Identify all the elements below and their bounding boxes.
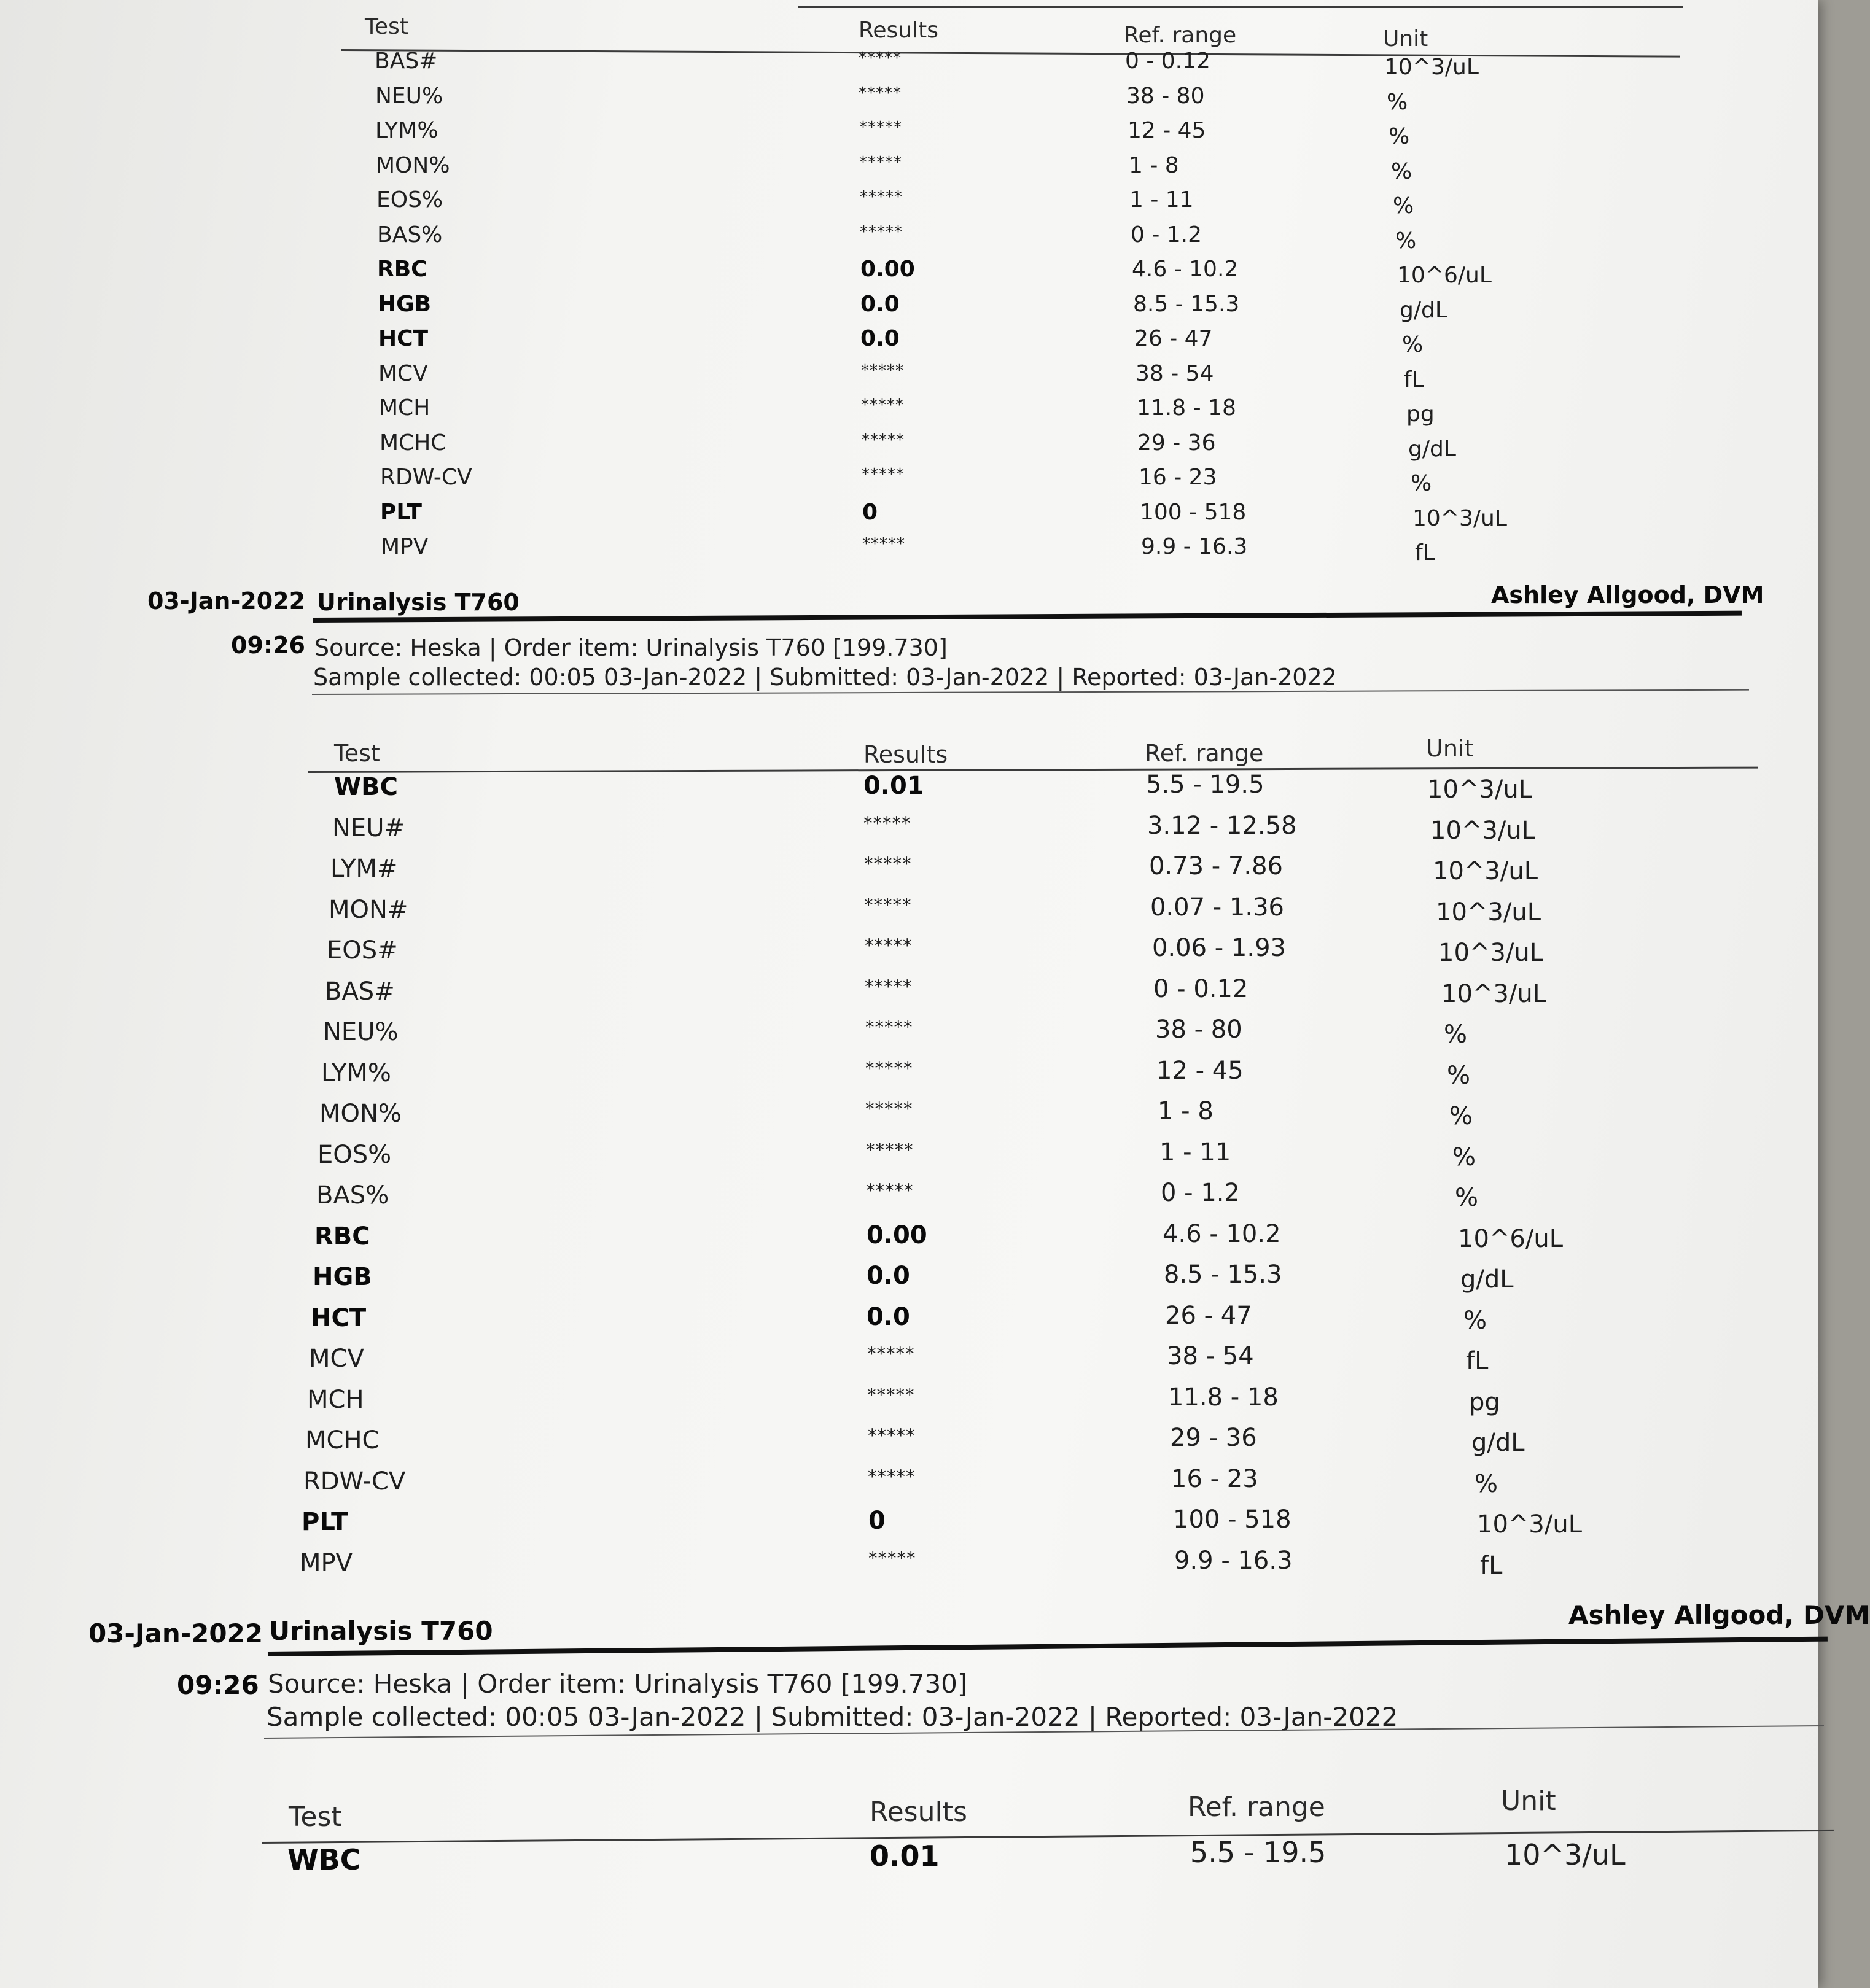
ref-range: 9.9 - 16.3 (1141, 534, 1248, 559)
test-name: HCT (378, 326, 429, 351)
result-value: ***** (865, 935, 913, 956)
unit: fL (1415, 540, 1435, 565)
test-name: NEU% (375, 83, 443, 109)
entry-title: Urinalysis T760 (317, 589, 520, 616)
test-name: MPV (300, 1549, 353, 1577)
ref-range: 0 - 0.12 (1125, 49, 1210, 74)
test-name: BAS# (325, 977, 395, 1006)
test-name: MCV (309, 1345, 364, 1373)
col-header-ref: Ref. range (1145, 740, 1264, 767)
result-value: 0 (868, 1507, 886, 1535)
result-value: 0.0 (860, 292, 900, 317)
col-header-test: Test (289, 1801, 342, 1833)
unit: 10^3/uL (1441, 980, 1546, 1008)
unit: 10^3/uL (1436, 898, 1541, 926)
doctor-name: Ashley Allgood, DVM (1568, 1600, 1870, 1630)
unit: 10^3/uL (1430, 817, 1535, 845)
unit: 10^3/uL (1427, 775, 1532, 804)
result-value: 0.00 (867, 1221, 927, 1249)
entry-sample: Sample collected: 00:05 03-Jan-2022 | Submitted: 03-Jan-2022 | Reported: 03-Jan-2022 (313, 664, 1337, 691)
entry-rule (313, 611, 1742, 623)
unit: % (1389, 124, 1410, 149)
test-name: MCH (307, 1386, 364, 1414)
unit: % (1391, 159, 1412, 184)
test-name: EOS% (376, 187, 443, 212)
ref-range: 11.8 - 18 (1137, 395, 1236, 421)
test-name: MON% (376, 153, 450, 178)
result-value: ***** (864, 853, 912, 874)
ref-range: 0.06 - 1.93 (1152, 934, 1286, 962)
test-name: PLT (302, 1508, 348, 1536)
result-value: ***** (863, 813, 911, 834)
result-value: 0 (862, 500, 878, 525)
doctor-name: Ashley Allgood, DVM (1491, 581, 1764, 608)
ref-range: 29 - 36 (1137, 430, 1216, 456)
top-page-rule (798, 6, 1683, 8)
result-value: ***** (862, 431, 905, 449)
result-value: ***** (867, 1384, 915, 1405)
result-value: ***** (865, 976, 913, 997)
header-rule (308, 767, 1758, 773)
entry-rule (268, 1637, 1828, 1656)
unit: % (1455, 1184, 1479, 1212)
test-name: RBC (314, 1222, 370, 1251)
unit: % (1475, 1470, 1498, 1498)
unit: % (1444, 1020, 1468, 1049)
test-name: MCHC (305, 1426, 380, 1454)
unit: 10^3/uL (1433, 857, 1538, 885)
result-value: ***** (866, 1180, 914, 1201)
test-name: MCV (378, 361, 428, 386)
ref-range: 38 - 80 (1126, 83, 1205, 109)
unit: fL (1480, 1551, 1503, 1580)
col-header-ref: Ref. range (1188, 1792, 1325, 1823)
ref-range: 100 - 518 (1173, 1505, 1291, 1534)
unit: % (1402, 332, 1424, 357)
unit: g/dL (1471, 1429, 1525, 1457)
result-value: ***** (864, 895, 912, 915)
ref-range: 0.73 - 7.86 (1149, 852, 1283, 880)
result-value: ***** (859, 49, 902, 68)
result-value: ***** (868, 1425, 916, 1446)
col-header-results: Results (859, 18, 938, 43)
ref-range: 16 - 23 (1171, 1465, 1258, 1493)
unit: 10^3/uL (1505, 1838, 1626, 1871)
ref-range: 26 - 47 (1165, 1302, 1252, 1330)
unit: 10^3/uL (1438, 939, 1543, 967)
result-value: ***** (859, 118, 902, 137)
col-header-ref: Ref. range (1124, 23, 1237, 48)
unit: g/dL (1400, 298, 1447, 323)
col-header-unit: Unit (1501, 1785, 1556, 1817)
unit: 10^3/uL (1412, 506, 1507, 531)
ref-range: 26 - 47 (1134, 326, 1213, 351)
result-value: ***** (862, 535, 905, 553)
unit: % (1393, 193, 1414, 219)
test-name: EOS% (318, 1141, 392, 1169)
ref-range: 38 - 54 (1136, 361, 1214, 386)
ref-range: 5.5 - 19.5 (1190, 1836, 1327, 1869)
test-name: NEU% (323, 1018, 399, 1046)
unit: % (1395, 228, 1417, 254)
entry-date: 03-Jan-2022 (88, 1618, 263, 1648)
result-value: ***** (865, 1017, 913, 1038)
ref-range: 1 - 11 (1159, 1138, 1231, 1167)
test-name: PLT (380, 500, 422, 525)
unit: g/dL (1408, 437, 1456, 462)
ref-range: 5.5 - 19.5 (1146, 771, 1264, 799)
result-value: ***** (861, 396, 904, 414)
unit: 10^6/uL (1458, 1225, 1563, 1253)
test-name: WBC (287, 1843, 361, 1876)
unit: pg (1406, 402, 1435, 427)
result-value: 0.0 (867, 1262, 910, 1290)
test-name: LYM% (321, 1059, 391, 1087)
unit: fL (1404, 367, 1424, 392)
entry-title: Urinalysis T760 (269, 1616, 493, 1646)
ref-range: 1 - 8 (1158, 1097, 1214, 1125)
unit: % (1387, 90, 1408, 115)
ref-range: 1 - 8 (1129, 153, 1179, 178)
test-name: MON# (329, 896, 408, 924)
result-value: 0.01 (870, 1839, 940, 1873)
ref-range: 0 - 1.2 (1161, 1179, 1240, 1207)
test-name: LYM% (375, 118, 438, 143)
ref-range: 16 - 23 (1139, 465, 1217, 490)
entry-time: 09:26 (231, 632, 305, 659)
test-name: RBC (377, 257, 427, 282)
unit: pg (1469, 1388, 1500, 1416)
col-header-results: Results (863, 741, 948, 768)
ref-range: 1 - 11 (1129, 187, 1194, 212)
test-name: HGB (313, 1263, 372, 1291)
ref-range: 29 - 36 (1170, 1424, 1257, 1452)
test-name: MPV (381, 534, 429, 559)
entry-sample: Sample collected: 00:05 03-Jan-2022 | Submitted: 03-Jan-2022 | Reported: 03-Jan-2022 (267, 1702, 1398, 1732)
ref-range: 38 - 54 (1167, 1342, 1254, 1370)
ref-range: 100 - 518 (1140, 500, 1247, 525)
result-value: 0.0 (860, 326, 900, 351)
test-name: MCH (379, 395, 430, 421)
ref-range: 12 - 45 (1128, 118, 1206, 143)
unit: % (1447, 1062, 1471, 1090)
result-value: ***** (859, 153, 902, 172)
result-value: 0.00 (860, 257, 915, 282)
unit: % (1449, 1102, 1473, 1130)
unit: % (1452, 1143, 1476, 1171)
ref-range: 4.6 - 10.2 (1132, 257, 1239, 282)
ref-range: 11.8 - 18 (1168, 1383, 1279, 1411)
test-name: WBC (334, 773, 398, 801)
ref-range: 0 - 0.12 (1153, 975, 1249, 1003)
test-name: LYM# (330, 855, 398, 883)
ref-range: 0 - 1.2 (1131, 222, 1202, 247)
ref-range: 8.5 - 15.3 (1133, 292, 1240, 317)
result-value: ***** (868, 1466, 916, 1487)
unit: fL (1466, 1347, 1489, 1375)
test-name: BAS% (377, 222, 443, 247)
unit: 10^3/uL (1384, 55, 1479, 80)
entry-source: Source: Heska | Order item: Urinalysis T760 [199.730] (314, 634, 948, 661)
test-name: EOS# (327, 936, 398, 965)
col-header-unit: Unit (1426, 735, 1474, 762)
result-value: ***** (861, 362, 904, 380)
entry-time: 09:26 (177, 1670, 259, 1700)
test-name: NEU# (332, 814, 405, 842)
col-header-results: Results (870, 1796, 967, 1828)
result-value: ***** (867, 1343, 915, 1364)
test-name: BAS# (375, 49, 438, 74)
ref-range: 3.12 - 12.58 (1147, 812, 1297, 840)
ref-range: 38 - 80 (1155, 1015, 1242, 1044)
test-name: HCT (311, 1304, 367, 1332)
ref-range: 8.5 - 15.3 (1164, 1260, 1282, 1289)
col-header-test: Test (365, 14, 408, 39)
unit: % (1463, 1307, 1487, 1335)
col-header-unit: Unit (1383, 26, 1428, 52)
result-value: 0.0 (867, 1303, 910, 1331)
test-name: RDW-CV (380, 465, 472, 490)
test-name: RDW-CV (303, 1467, 406, 1496)
result-value: ***** (866, 1140, 914, 1160)
result-value: ***** (868, 1548, 916, 1569)
test-name: BAS% (316, 1181, 389, 1209)
result-value: ***** (865, 1098, 913, 1119)
result-value: ***** (862, 465, 905, 484)
ref-range: 12 - 45 (1156, 1057, 1244, 1085)
result-value: ***** (859, 84, 902, 103)
unit: % (1411, 471, 1432, 496)
result-value: 0.01 (863, 772, 924, 800)
entry-source: Source: Heska | Order item: Urinalysis T760 [199.730] (268, 1669, 968, 1699)
ref-range: 4.6 - 10.2 (1163, 1220, 1281, 1248)
unit: 10^6/uL (1397, 263, 1492, 288)
test-name: HGB (378, 292, 432, 317)
col-header-test: Test (334, 740, 380, 767)
test-name: MON% (319, 1100, 402, 1128)
ref-range: 0.07 - 1.36 (1150, 893, 1284, 922)
result-value: ***** (860, 188, 903, 206)
header-rule (341, 49, 1680, 58)
result-value: ***** (860, 223, 903, 241)
unit: g/dL (1460, 1265, 1514, 1294)
unit: 10^3/uL (1477, 1510, 1582, 1539)
test-name: MCHC (380, 430, 446, 456)
ref-range: 9.9 - 16.3 (1174, 1547, 1293, 1575)
result-value: ***** (865, 1058, 913, 1079)
entry-date: 03-Jan-2022 (147, 588, 306, 615)
